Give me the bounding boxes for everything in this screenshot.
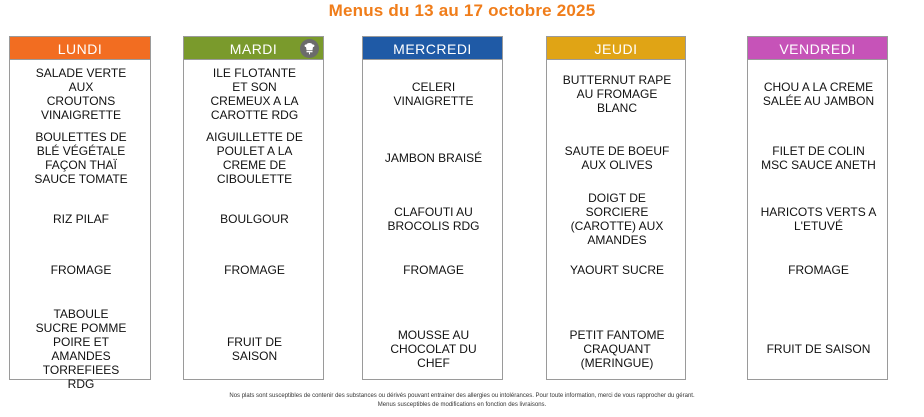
menu-item-line: FAÇON THAÏ bbox=[45, 158, 117, 172]
menu-item-line: CLAFOUTI AU bbox=[394, 205, 473, 219]
menu-item bbox=[748, 80, 889, 108]
menu-item-line: FROMAGE bbox=[403, 263, 464, 277]
menu-item bbox=[748, 342, 889, 356]
day-menu-list bbox=[546, 60, 686, 380]
day-header bbox=[546, 36, 686, 60]
menu-item-line: (MERINGUE) bbox=[580, 356, 654, 370]
day-name: VENDREDI bbox=[779, 41, 856, 57]
menu-item-line: SUCRE POMME bbox=[35, 321, 127, 335]
menu-item bbox=[547, 263, 687, 277]
menu-item-line: FROMAGE bbox=[788, 263, 849, 277]
chef-toque-icon bbox=[300, 39, 319, 58]
menu-item-line: BLANC bbox=[596, 101, 637, 115]
menu-item-line: FRUIT DE SAISON bbox=[766, 342, 871, 356]
menu-item bbox=[363, 205, 504, 233]
menu-item bbox=[363, 328, 504, 370]
menu-item-line: FILET DE COLIN bbox=[772, 144, 865, 158]
menu-item-line: HARICOTS VERTS A bbox=[760, 205, 877, 219]
menu-item-line: BROCOLIS RDG bbox=[387, 219, 480, 233]
menu-item bbox=[363, 263, 504, 277]
menu-item-line: VINAIGRETTE bbox=[393, 94, 474, 108]
menu-item-line: SORCIERE bbox=[585, 205, 649, 219]
delivery-notice: Menus susceptibles de modifications en fonction des livraisons. bbox=[377, 402, 547, 408]
menu-item-line: CIBOULETTE bbox=[216, 172, 293, 186]
menu-item-line: AUX bbox=[68, 80, 94, 94]
menu-item-line: CHOCOLAT DU bbox=[390, 342, 477, 356]
day-column-mardi bbox=[183, 36, 324, 380]
menu-item-line: BLÉ VÉGÉTALE bbox=[36, 144, 126, 158]
menu-item bbox=[748, 205, 889, 233]
day-name: JEUDI bbox=[594, 41, 638, 57]
menu-item bbox=[184, 335, 325, 363]
menu-item bbox=[10, 66, 152, 122]
day-header bbox=[183, 36, 324, 60]
menu-item-line: BOULETTES DE bbox=[35, 130, 127, 144]
menu-item-line: AUX OLIVES bbox=[581, 158, 653, 172]
menu-item-line: BUTTERNUT RAPE bbox=[562, 73, 672, 87]
menu-item bbox=[547, 144, 687, 172]
menu-item-line: CHEF bbox=[417, 356, 450, 370]
menu-item-line: CREME DE bbox=[222, 158, 287, 172]
menu-item-line: ET SON bbox=[232, 80, 277, 94]
day-name: LUNDI bbox=[57, 41, 103, 57]
day-header bbox=[9, 36, 151, 60]
menu-item bbox=[748, 263, 889, 277]
menu-item-line: DOIGT DE bbox=[588, 191, 646, 205]
menu-item bbox=[184, 212, 325, 226]
menu-item-line: BOULGOUR bbox=[220, 212, 289, 226]
menu-item-line: FRUIT DE bbox=[226, 335, 283, 349]
menu-item-line: POULET A LA bbox=[216, 144, 293, 158]
menu-item-line: (CAROTTE) AUX bbox=[570, 219, 664, 233]
menu-item-line: POIRE ET bbox=[52, 335, 109, 349]
menu-item-line: FROMAGE bbox=[224, 263, 285, 277]
menu-item-line: SALÉE AU JAMBON bbox=[762, 94, 875, 108]
menu-item-line: SAUCE TOMATE bbox=[34, 172, 128, 186]
menu-item bbox=[184, 66, 325, 122]
day-column-vendredi bbox=[747, 36, 888, 380]
day-header bbox=[362, 36, 503, 60]
day-column-lundi bbox=[9, 36, 151, 391]
menu-item-line: MOUSSE AU bbox=[397, 328, 470, 342]
menu-item-line: AMANDES bbox=[587, 233, 647, 247]
day-column-jeudi bbox=[546, 36, 686, 380]
menu-title: Menus du 13 au 17 octobre 2025 bbox=[328, 1, 596, 20]
menu-item-line: FROMAGE bbox=[50, 263, 112, 277]
menu-item-line: TABOULE bbox=[53, 307, 109, 321]
menu-item-line: RDG bbox=[67, 377, 95, 391]
menu-item bbox=[10, 307, 152, 391]
menu-item-line: SALADE VERTE bbox=[35, 66, 127, 80]
menu-item bbox=[363, 151, 504, 165]
day-name: MARDI bbox=[229, 41, 278, 57]
day-menu-list bbox=[9, 60, 151, 391]
menu-item bbox=[10, 212, 152, 226]
allergen-notice: Nos plats sont susceptibles de contenir des substances ou dérivés pouvant entrainer des allergies ou intolérances. Pour toute information, merci de vous rapprocher du gérant. bbox=[229, 393, 695, 399]
menu-item-line: CREMEUX A LA bbox=[210, 94, 299, 108]
day-name: MERCREDI bbox=[393, 41, 472, 57]
day-header bbox=[747, 36, 888, 60]
menu-item bbox=[547, 328, 687, 370]
menu-item-line: CAROTTE RDG bbox=[210, 108, 299, 122]
menu-item-line: AMANDES bbox=[51, 349, 111, 363]
menu-item-line: VINAIGRETTE bbox=[40, 108, 121, 122]
menu-item-line: SAISON bbox=[231, 349, 278, 363]
menu-item bbox=[10, 130, 152, 186]
menu-item bbox=[547, 191, 687, 247]
menu-item-line: AU FROMAGE bbox=[576, 87, 658, 101]
menu-item-line: JAMBON BRAISÉ bbox=[384, 151, 483, 165]
menu-item bbox=[547, 73, 687, 115]
menu-item-line: CRAQUANT bbox=[583, 342, 651, 356]
day-menu-list bbox=[183, 60, 324, 380]
menu-item-line: MSC SAUCE ANETH bbox=[761, 158, 876, 172]
day-column-mercredi bbox=[362, 36, 503, 380]
day-menu-list bbox=[362, 60, 503, 380]
menu-item-line: AIGUILLETTE DE bbox=[206, 130, 303, 144]
menu-item-line: TORREFIEES bbox=[42, 363, 120, 377]
menu-item-line: RIZ PILAF bbox=[52, 212, 109, 226]
day-menu-list bbox=[747, 60, 888, 380]
menu-item bbox=[184, 130, 325, 186]
menu-item-line: CELERI bbox=[411, 80, 456, 94]
menu-item-line: CROUTONS bbox=[46, 94, 116, 108]
menu-item-line: ILE FLOTANTE bbox=[212, 66, 297, 80]
menu-item-line: L'ETUVÉ bbox=[794, 219, 843, 233]
menu-item bbox=[363, 80, 504, 108]
menu-item-line: YAOURT SUCRE bbox=[569, 263, 665, 277]
menu-item-line: CHOU A LA CREME bbox=[763, 80, 874, 94]
menu-item bbox=[10, 263, 152, 277]
menu-item-line: SAUTE DE BOEUF bbox=[564, 144, 670, 158]
menu-item-line: PETIT FANTOME bbox=[569, 328, 665, 342]
menu-item bbox=[748, 144, 889, 172]
menu-item bbox=[184, 263, 325, 277]
